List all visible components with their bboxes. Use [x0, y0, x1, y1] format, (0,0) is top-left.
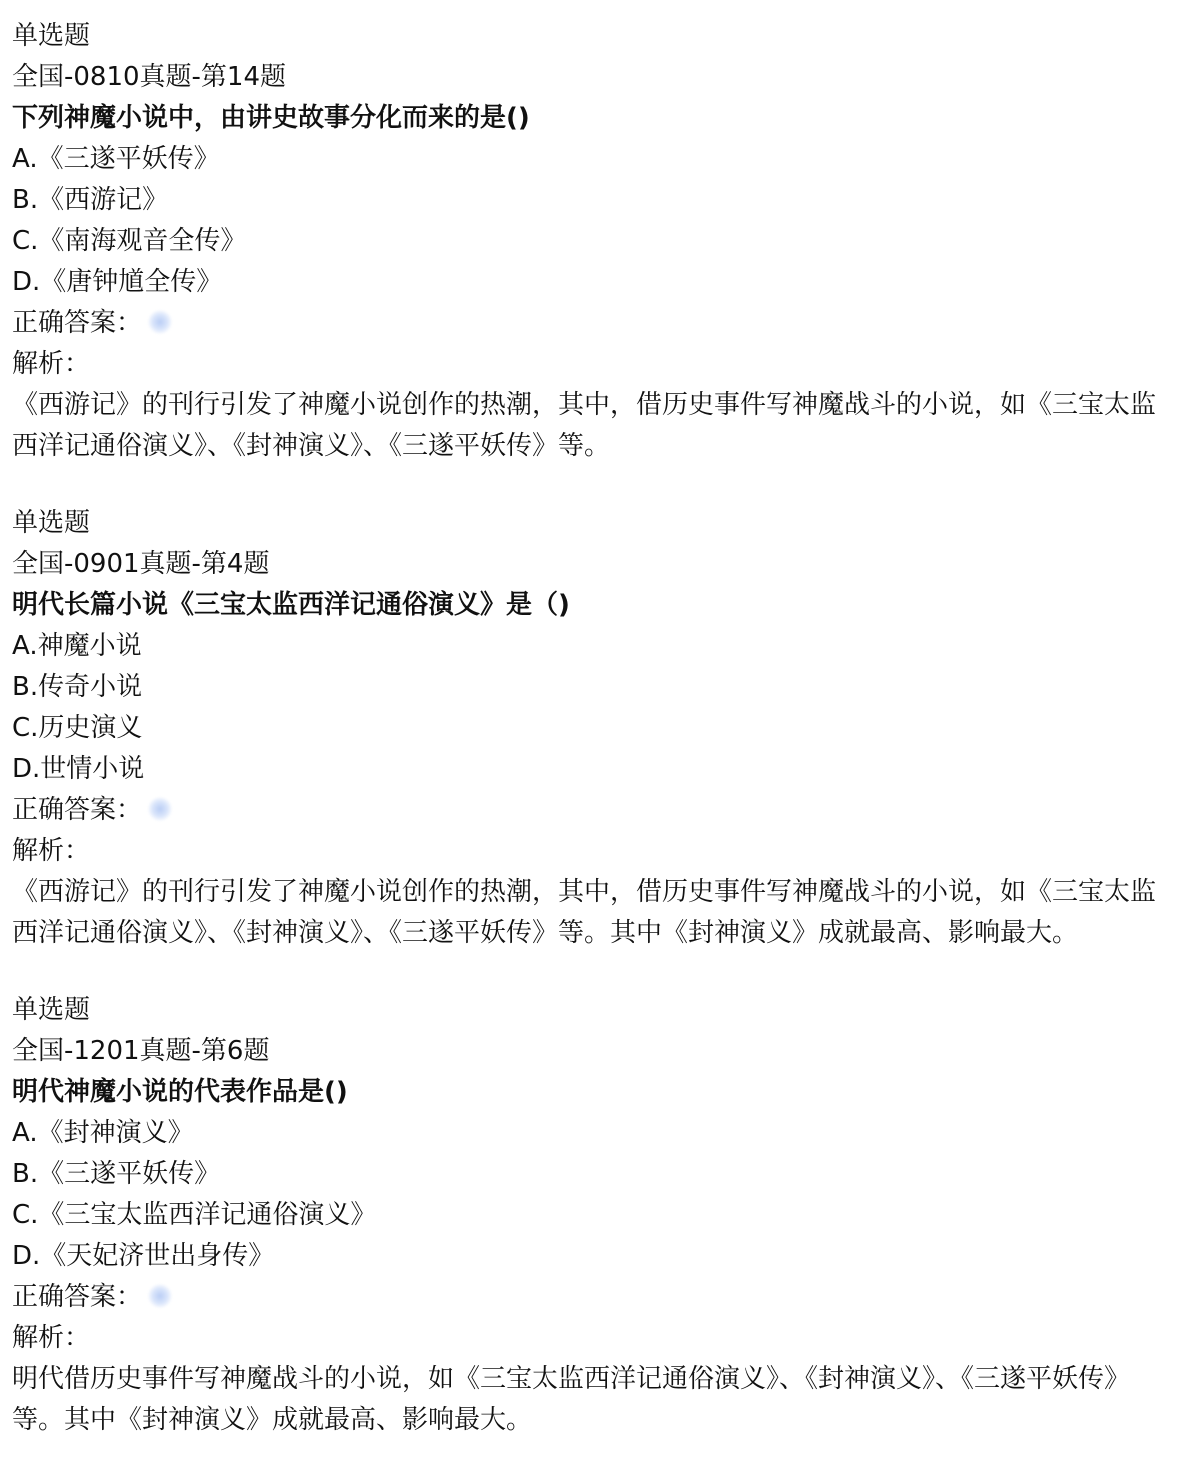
analysis-text: 《西游记》的刊行引发了神魔小说创作的热潮，其中，借历史事件写神魔战斗的小说，如《三宝太监西洋记通俗演义》、《封神演义》、《三遂平妖传》等。: [12, 390, 1157, 461]
answer-row: [12, 1277, 1176, 1318]
question-stem: 明代长篇小说《三宝太监西洋记通俗演义》是（): [12, 590, 570, 620]
option-a: A.神魔小说: [12, 631, 142, 661]
answer-row: [12, 303, 1176, 344]
option-a: A.《封神演义》: [12, 1118, 194, 1148]
question-block-3: [12, 990, 1176, 1441]
blurred-answer: [148, 310, 172, 334]
option-b: B.《三遂平妖传》: [12, 1159, 221, 1189]
option-c: C.《三宝太监西洋记通俗演义》: [12, 1200, 377, 1230]
option-b: B.《西游记》: [12, 185, 169, 215]
question-type: 单选题: [12, 508, 91, 538]
option-d: D.《唐钟馗全传》: [12, 267, 223, 297]
answer-label: 正确答案：: [12, 795, 143, 825]
question-block-1: [12, 16, 1176, 467]
analysis-text: 明代借历史事件写神魔战斗的小说，如《三宝太监西洋记通俗演义》、《封神演义》、《三遂平妖传》等。其中《封神演义》成就最高、影响最大。: [12, 1364, 1131, 1435]
question-stem: 明代神魔小说的代表作品是(): [12, 1077, 348, 1107]
answer-label: 正确答案：: [12, 1282, 143, 1312]
analysis-text: 《西游记》的刊行引发了神魔小说创作的热潮，其中，借历史事件写神魔战斗的小说，如《三宝太监西洋记通俗演义》、《封神演义》、《三遂平妖传》等。其中《封神演义》成就最高、影响最大。: [12, 877, 1157, 948]
answer-row: [12, 790, 1176, 831]
question-source: 全国-0810真题-第14题: [12, 62, 287, 92]
analysis-label: 解析：: [12, 1323, 91, 1353]
blurred-answer: [148, 1284, 172, 1308]
question-stem: 下列神魔小说中，由讲史故事分化而来的是(): [12, 103, 530, 133]
analysis-label: 解析：: [12, 836, 91, 866]
option-d: D.《天妃济世出身传》: [12, 1241, 275, 1271]
question-type: 单选题: [12, 995, 91, 1025]
option-c: C.《南海观音全传》: [12, 226, 247, 256]
option-c: C.历史演义: [12, 713, 143, 743]
answer-label: 正确答案：: [12, 308, 143, 338]
question-block-2: [12, 503, 1176, 954]
option-d: D.世情小说: [12, 754, 145, 784]
question-type: 单选题: [12, 21, 91, 51]
blurred-answer: [148, 797, 172, 821]
question-source: 全国-1201真题-第6题: [12, 1036, 270, 1066]
option-a: A.《三遂平妖传》: [12, 144, 220, 174]
option-b: B.传奇小说: [12, 672, 143, 702]
question-source: 全国-0901真题-第4题: [12, 549, 270, 579]
analysis-label: 解析：: [12, 349, 91, 379]
